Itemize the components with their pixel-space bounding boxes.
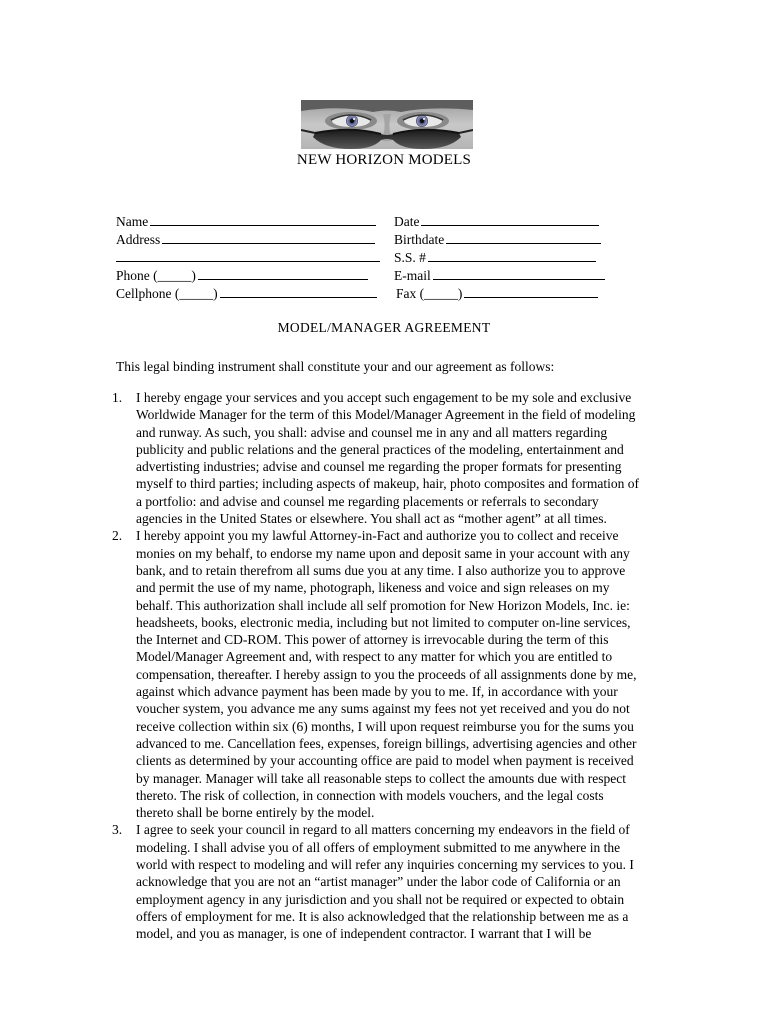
clause-number: 1. [112,390,123,405]
clause-number: 2. [112,528,123,544]
clause-item [112,821,657,942]
clause-line: modeling. I shall advise you of all offers of employment submitted to me anywhere in the [136,839,621,855]
company-title: NEW HORIZON MODELS [296,152,472,168]
date-input-line[interactable] [421,212,599,226]
birthdate-field[interactable] [394,230,601,249]
clause-line: and runway. As such, you shall: advise and counsel me in any and all matters regarding [136,424,608,440]
clause-line: publicity and public relations and the general practices of the modeling, entertainment and [136,441,624,457]
clause-line: by manager. Manager will take all reasonable steps to collect the amounts due with respect [136,770,626,786]
email-input-line[interactable] [433,266,605,280]
clause-line: thereto. The risk of collection, in connection with models vouchers, and the legal costs [136,787,604,803]
birthdate-label: Birthdate [394,232,445,247]
phone-field[interactable] [116,266,368,285]
date-field[interactable] [394,212,599,231]
cellphone-label: Cellphone (_____) [116,286,218,301]
address-input-line[interactable] [162,230,375,244]
clause-line: acknowledge that you are not an “artist manager” under the labor code of California or an [136,874,621,890]
clause-line: agencies in the United States or elsewhere. You shall act as “mother agent” at all times. [136,511,607,527]
clause-line: Model/Manager Agreement and, with respect to any matter for which you are entitled to [136,649,613,665]
cellphone-input-line[interactable] [220,284,377,298]
clause-item [112,527,657,821]
birthdate-input-line[interactable] [446,230,601,244]
clause-line: bank, and to retain therefrom all sums due you at any time. I also authorize you to approve [136,562,626,578]
clause-line: thereto shall be borne entirely by the model. [136,805,375,821]
clause-line: monies on my behalf, to endorse my name upon and deposit same in your account with any [136,545,630,561]
clause-line: world with respect to modeling and will refer any inquiries concerning my services to you. I [136,857,634,873]
phone-label: Phone (_____) [116,268,196,283]
agreement-title: MODEL/MANAGER AGREEMENT [277,320,491,335]
ss-input-line[interactable] [428,248,596,262]
clause-text [136,389,657,527]
address-line-2[interactable] [116,248,380,267]
fax-field[interactable] [396,284,598,303]
cellphone-field[interactable] [116,284,377,303]
clause-line: offers of employment for me. It is also acknowledged that the relationship between me as a [136,908,629,924]
header-banner-photo [301,100,473,149]
email-field[interactable] [394,266,605,285]
eyes-photo-image [301,100,473,149]
date-label: Date [394,214,420,229]
clause-line: voucher system, you advance me any sums against my fees not yet received and you do not [136,701,630,717]
clause-line: I hereby engage your services and you accept such engagement to be my sole and exclusive [136,390,632,405]
phone-input-line[interactable] [198,266,368,280]
clause-text [136,821,657,942]
fax-label: Fax (_____) [396,286,463,301]
clause-number: 3. [112,822,123,838]
clause-line: myself to third parties; including aspects of makeup, hair, photo composites and formation of [136,476,639,492]
clause-line: advanced to me. Cancellation fees, expenses, foreign billings, advertising agencies and other [136,735,637,751]
clauses-list [112,389,657,943]
clause-line: the Internet and CD-ROM. This power of attorney is irrevocable during the term of this [136,632,609,648]
ss-field[interactable] [394,248,596,267]
email-label: E-mail [394,268,431,283]
intro-paragraph: This legal binding instrument shall constitute your and our agreement as follows: [116,359,555,374]
name-field[interactable] [116,212,376,231]
address-label: Address [116,232,161,247]
name-input-line[interactable] [150,212,376,226]
ss-label: S.S. # [394,250,426,265]
clause-line: clients as determined by your accounting office are paid to model when payment is received [136,753,634,769]
clause-line: employment agency in any jurisdiction and you shall not be required or expected to obtain [136,891,625,907]
clause-line: I hereby appoint you my lawful Attorney-in-Fact and authorize you to collect and receive [136,528,619,544]
clause-item [112,389,657,527]
clause-line: headsheets, books, electronic media, including but not limited to computer on-line services, [136,614,631,630]
clause-line: I agree to seek your council in regard to all matters concerning my endeavors in the field of [136,822,630,838]
clause-line: advertisting industries; advise and counsel me regarding the proper formats for presenting [136,459,622,475]
clause-line: and permit the use of my name, photograph, likeness and voice and sign releases on my [136,580,610,596]
name-label: Name [116,214,149,229]
clause-line: receive collection within six (6) months, I will upon request reimburse you for the sums you [136,718,634,734]
clause-line: against which advance payment has been made by you to me. If, in accordance with your [136,684,618,700]
fax-input-line[interactable] [464,284,598,298]
clause-line: model, and you as manager, is one of independent contractor. I warrant that I will be [136,926,592,942]
address-field[interactable] [116,230,375,249]
clause-line: a portfolio: and advise and counsel me regarding placements or referrals to secondary [136,493,599,509]
clause-line: compensation, thereafter. I hereby assign to you the proceeds of all assignments done by me, [136,666,637,682]
clause-text [136,527,657,821]
clause-line: Worldwide Manager for the term of this Model/Manager Agreement in the field of modeling [136,407,636,423]
address-second-line[interactable] [116,248,380,262]
clause-line: behalf. This authorization shall include all self promotion for New Horizon Models, Inc. ie: [136,597,630,613]
